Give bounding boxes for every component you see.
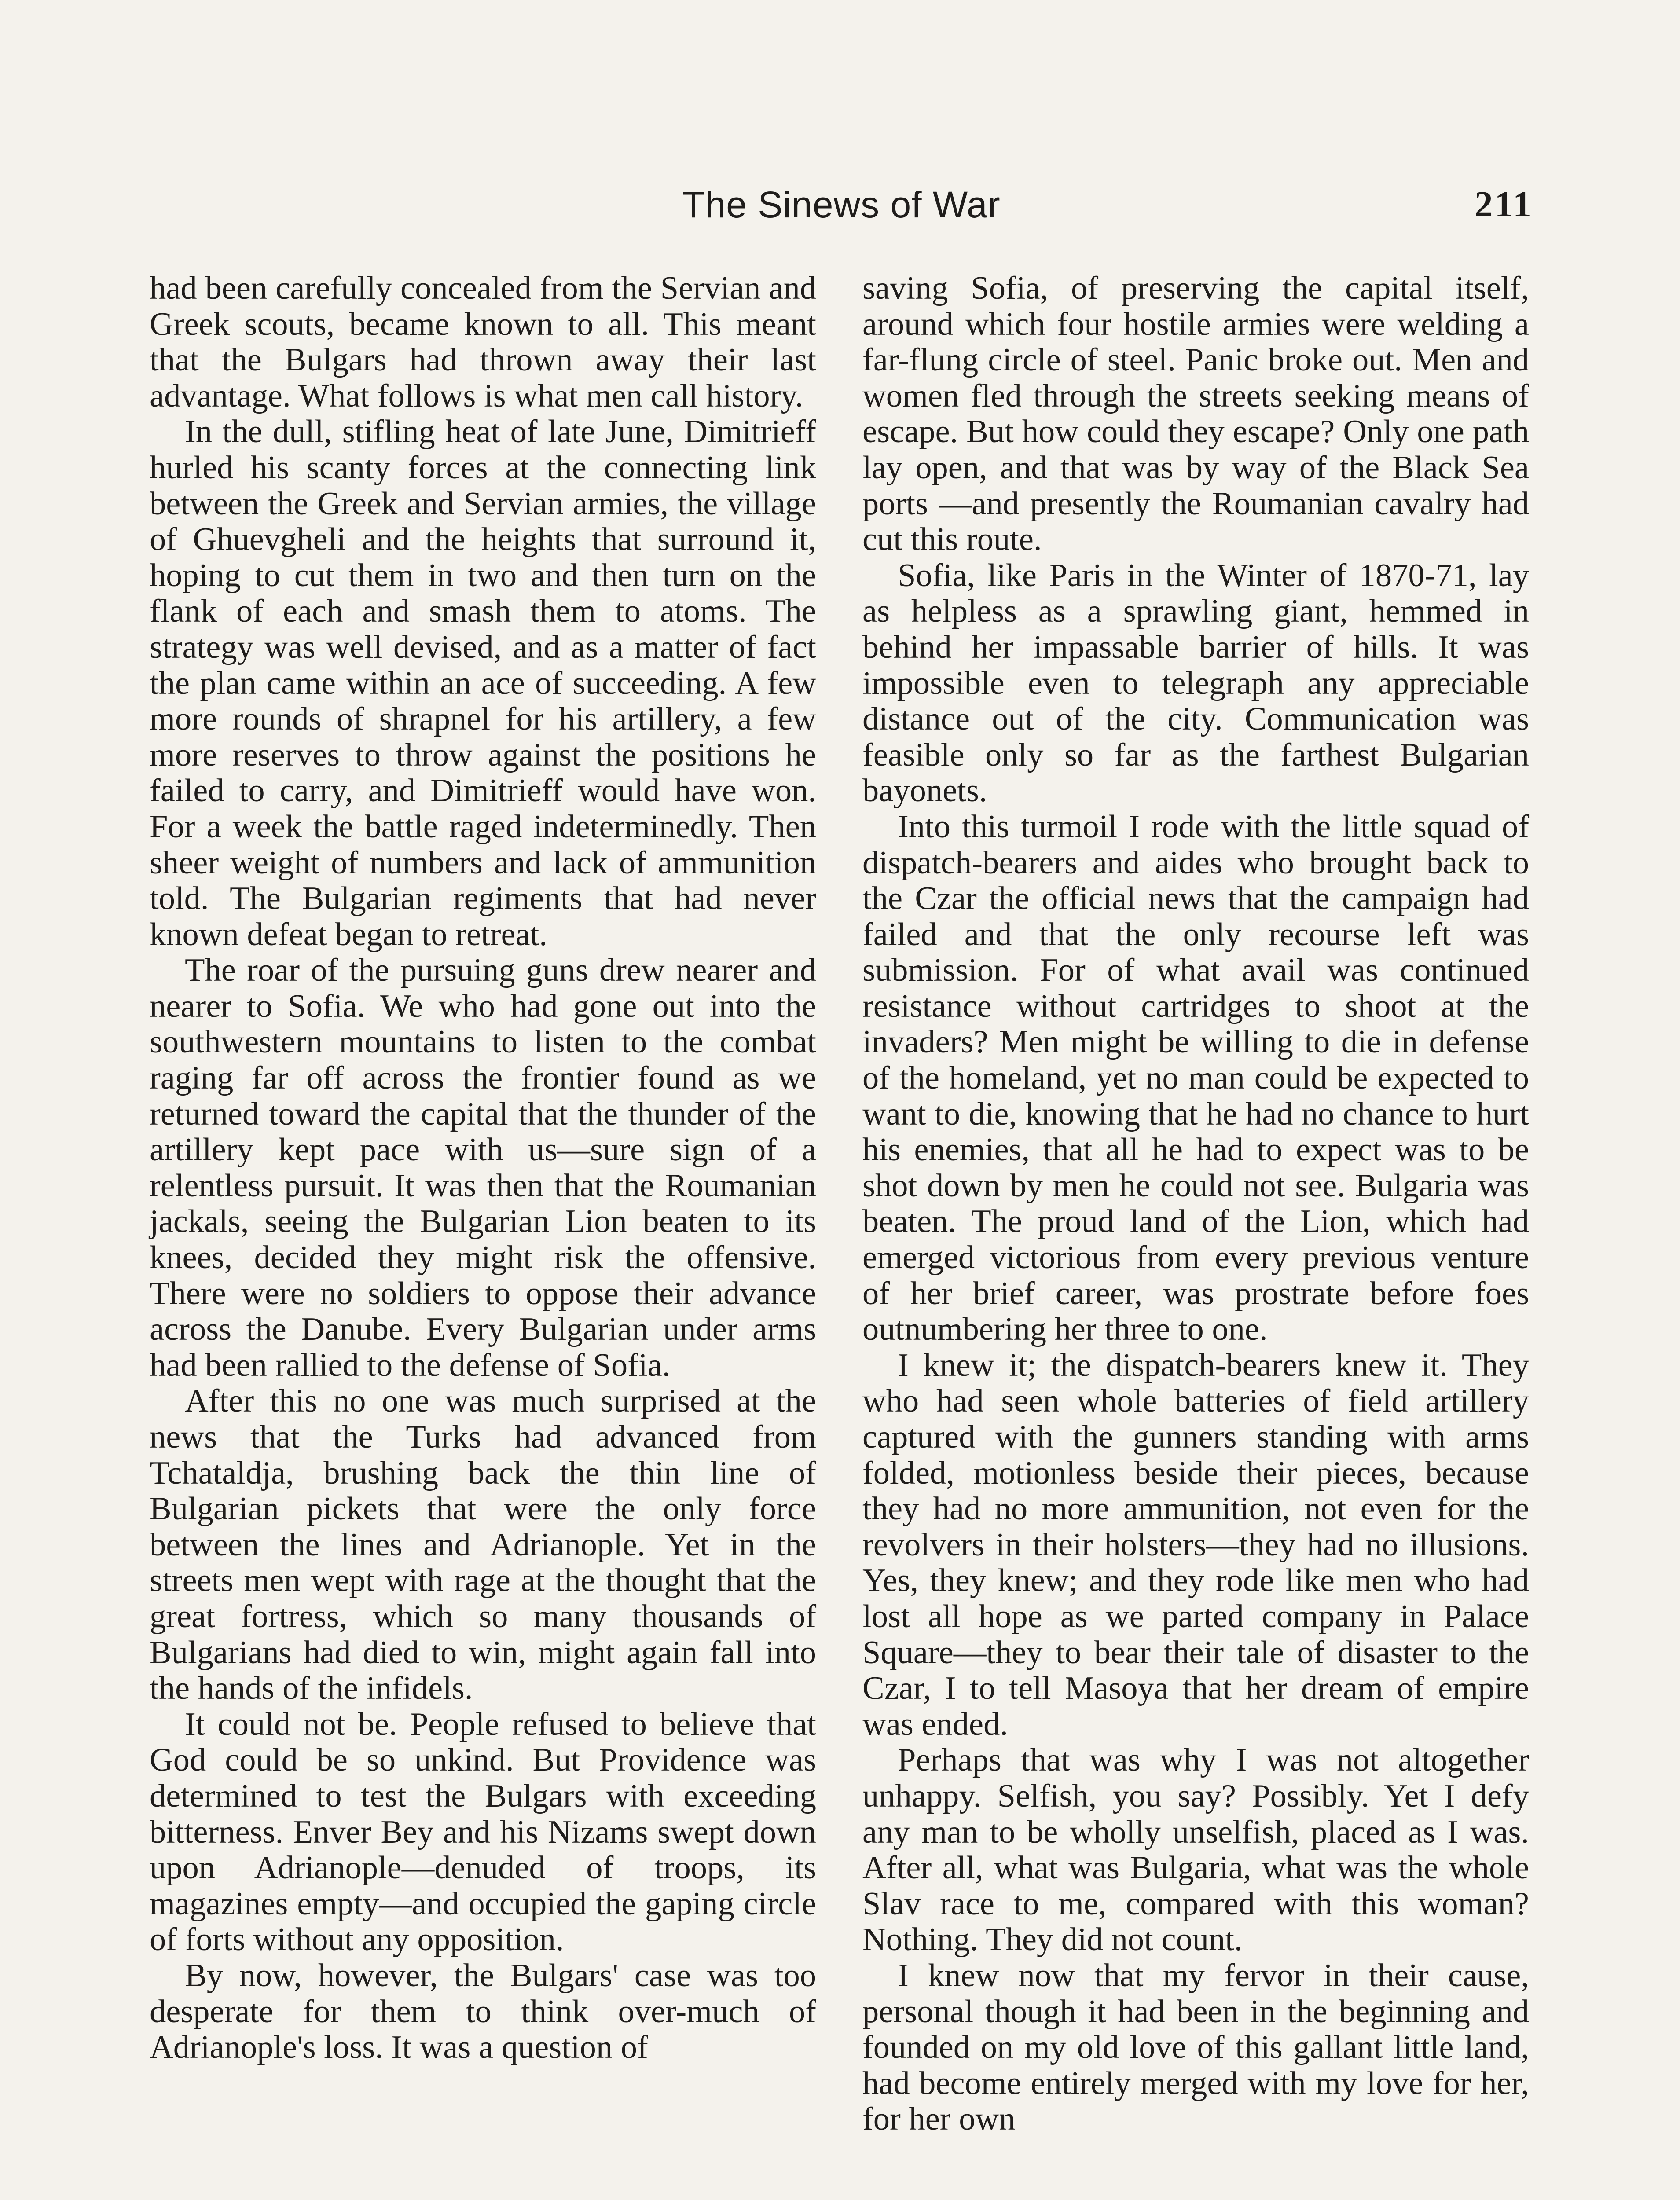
paragraph: Sofia, like Paris in the Winter of 1870-71, lay as helpless as a sprawling giant, hemmed in behind her impassable barrier of hills. It was impossible even to telegraph any appreciable distance out of the city. Communication was feasible only so far as the farthest Bulgarian bayonets. [862,557,1529,809]
running-head [150,178,1533,231]
paragraph: I knew now that my fervor in their cause, personal though it had been in the beginning and founded on my old love of this gallant little land, had become entirely merged with my love for her, for her own [862,1957,1529,2138]
right-column [862,271,1529,2138]
paragraph: By now, however, the Bulgars' case was too desperate for them to think over-much of Adrianople's loss. It was a question of [150,1957,816,2066]
paragraph: had been carefully concealed from the Servian and Greek scouts, became known to all. This meant that the Bulgars had thrown away their last advantage. What follows is what men call history. [150,270,816,414]
paragraph: After this no one was much surprised at the news that the Turks had advanced from Tchataldja, brushing back the thin line of Bulgarian pickets that were the only force between the lines and Adrianople. Yet in the streets men wept with rage at the thought that the great fortress, which so many thousands of Bulgarians had died to win, might again fall into the hands of the infidels. [150,1383,816,1707]
paragraph: I knew it; the dispatch-bearers knew it. They who had seen whole batteries of field artillery captured with the gunners standing with arms folded, motionless beside their pieces, because they had no more ammunition, not even for the revolvers in their holsters—they had no illusions. Yes, they knew; and they rode like men who had lost all hope as we parted company in Palace Square—they to bear their tale of disaster to the Czar, I to tell Masoya that her dream of empire was ended. [862,1347,1529,1742]
paragraph: saving Sofia, of preserving the capital itself, around which four hostile armies were welding a far-flung circle of steel. Panic broke out. Men and women fled through the streets seeking means of escape. But how could they escape? Only one path lay open, and that was by way of the Black Sea ports —and presently the Roumanian cavalry had cut this route. [862,270,1529,558]
paragraph: Perhaps that was why I was not altogether unhappy. Selfish, you say? Possibly. Yet I defy any man to be wholly unselfish, placed as I was. After all, what was Bulgaria, what was the whole Slav race to me, compared with this woman? Nothing. They did not count. [862,1742,1529,1958]
page-number: 211 [1474,184,1533,225]
paragraph: Into this turmoil I rode with the little squad of dispatch-bearers and aides who brought back to the Czar the official news that the campaign had failed and that the only recourse left was submission. For of what avail was continued resistance without cartridges to shoot at the invaders? Men might be willing to die in defense of the homeland, yet no man could be expected to want to die, knowing that he had no chance to hurt his enemies, that all he had to expect was to be shot down by men he could not see. Bulgaria was beaten. The proud land of the Lion, which had emerged victorious from every previous venture of her brief career, was prostrate before foes outnumbering her three to one. [862,808,1529,1348]
paragraph: It could not be. People refused to believe that God could be so unkind. But Providence was determined to test the Bulgars with exceeding bitterness. Enver Bey and his Nizams swept down upon Adrianople—denuded of troops, its magazines empty—and occupied the gaping circle of forts without any opposition. [150,1706,816,1958]
paragraph: In the dull, stifling heat of late June, Dimitrieff hurled his scanty forces at the connecting link between the Greek and Servian armies, the village of Ghuevgheli and the heights that surround it, hoping to cut them in two and then turn on the flank of each and smash them to atoms. The strategy was well devised, and as a matter of fact the plan came within an ace of succeeding. A few more rounds of shrapnel for his artillery, a few more reserves to throw against the positions he failed to carry, and Dimitrieff would have won. For a week the battle raged indeterminedly. Then sheer weight of numbers and lack of ammunition told. The Bulgarian regiments that had never known defeat began to retreat. [150,414,816,953]
paragraph: The roar of the pursuing guns drew nearer and nearer to Sofia. We who had gone out into the southwestern mountains to listen to the combat raging far off across the frontier found as we returned toward the capital that the thunder of the artillery kept pace with us—sure sign of a relentless pursuit. It was then that the Roumanian jackals, seeing the Bulgarian Lion beaten to its knees, decided they might risk the offensive. There were no soldiers to oppose their advance across the Danube. Every Bulgarian under arms had been rallied to the defense of Sofia. [150,952,816,1383]
running-title: The Sinews of War [682,184,1001,225]
left-column [150,271,816,2066]
